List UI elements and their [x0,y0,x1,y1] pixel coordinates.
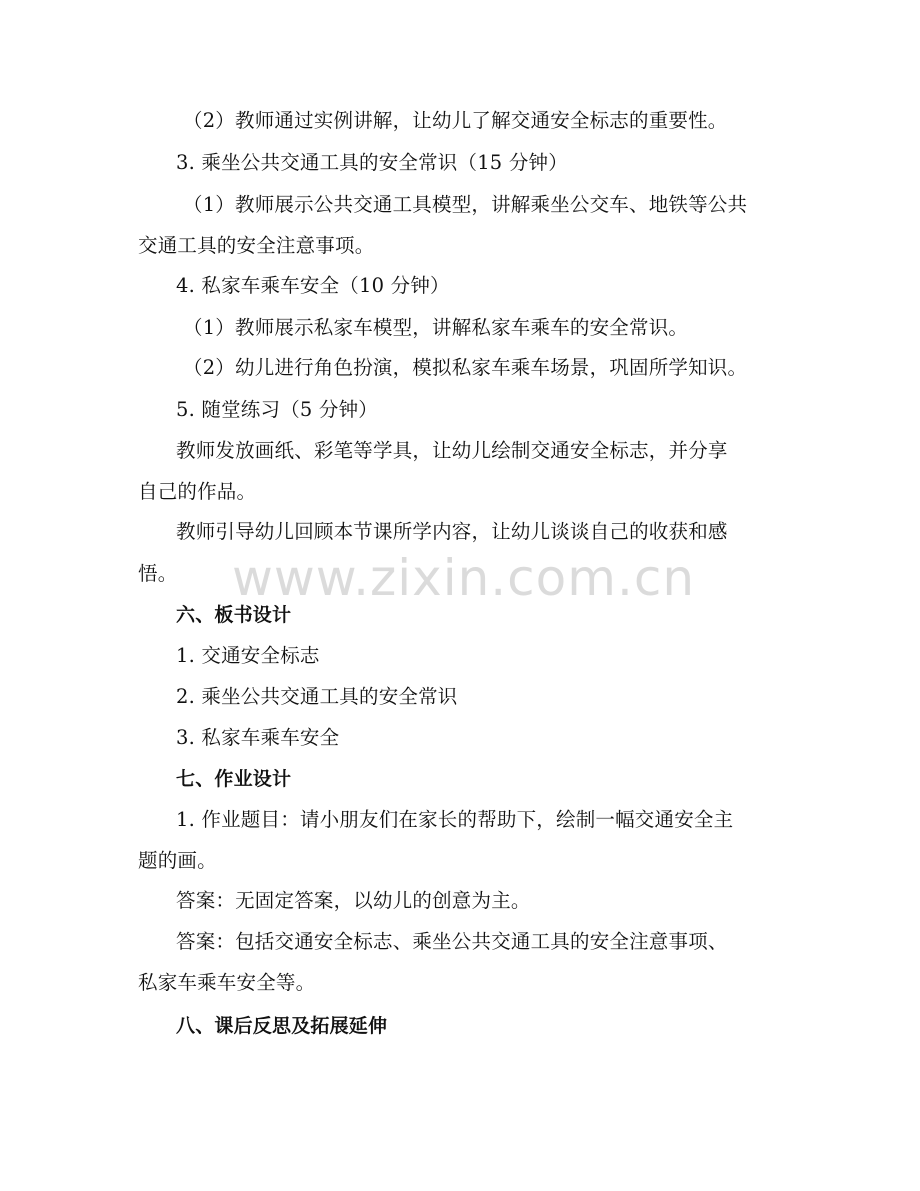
section-heading: 八、课后反思及拓展延伸 [176,1015,388,1037]
list-item: 3. 乘坐公共交通工具的安全常识（15 分钟） [176,151,568,174]
list-item: 1. 作业题目：请小朋友们在家长的帮助下，绘制一幅交通安全主 [176,808,734,831]
paragraph-line: 答案：无固定答案，以幼儿的创意为主。 [176,889,531,912]
section-heading: 六、板书设计 [176,604,292,626]
paragraph-line: 私家车乘车安全等。 [138,971,316,994]
paragraph-line: （1）教师展示私家车模型，讲解私家车乘车的安全常识。 [183,316,689,339]
paragraph-line: （2）幼儿进行角色扮演，模拟私家车乘车场景，巩固所学知识。 [183,356,748,379]
paragraph-line: 悟。 [138,562,178,585]
paragraph-line: 教师发放画纸、彩笔等学具，让幼儿绘制交通安全标志，并分享 [176,439,728,462]
list-item: 4. 私家车乘车安全（10 分钟） [176,274,450,297]
paragraph-line: 自己的作品。 [138,480,257,503]
paragraph-line: （1）教师展示公共交通工具模型，讲解乘坐公交车、地铁等公共 [183,193,748,216]
list-item: 3. 私家车乘车安全 [176,726,340,749]
paragraph-line: 交通工具的安全注意事项。 [138,234,375,257]
watermark-text: www.zixin.com.cn [232,549,696,607]
list-item: 5. 随堂练习（5 分钟） [176,398,379,421]
paragraph-line: 题的画。 [138,849,217,872]
section-heading: 七、作业设计 [176,768,292,790]
paragraph-line: 教师引导幼儿回顾本节课所学内容，让幼儿谈谈自己的收获和感 [176,520,728,543]
paragraph-line: 答案：包括交通安全标志、乘坐公共交通工具的安全注意事项、 [176,930,728,953]
list-item: 2. 乘坐公共交通工具的安全常识 [176,685,458,708]
paragraph-line: （2）教师通过实例讲解，让幼儿了解交通安全标志的重要性。 [183,109,728,132]
list-item: 1. 交通安全标志 [176,644,320,667]
